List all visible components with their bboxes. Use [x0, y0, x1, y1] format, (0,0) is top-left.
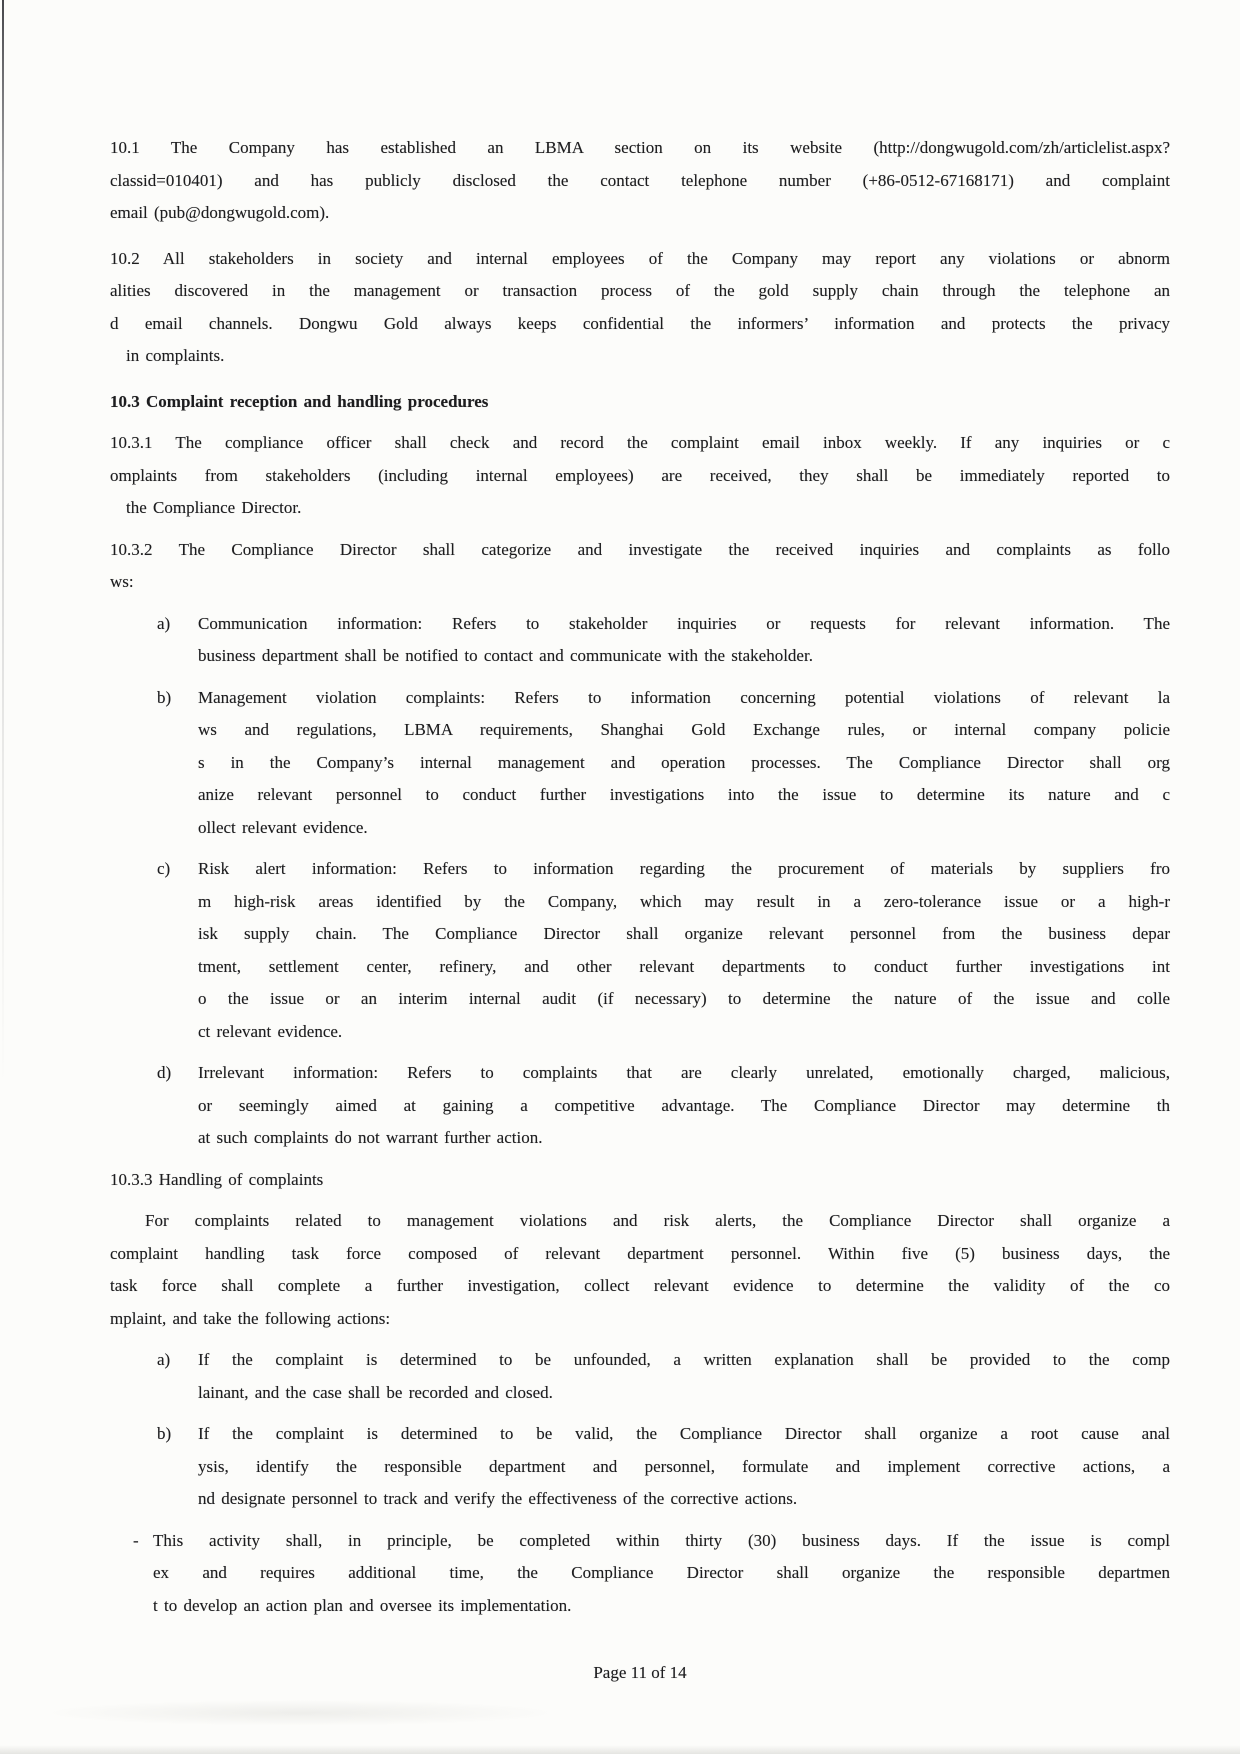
list-item-a1-line-2: business department shall be notified to contact and communicate with the stakeholder. — [198, 646, 813, 665]
para-10-3-1 — [110, 427, 1170, 525]
para-10-2-line-1: 10.2 All stakeholders in society and internal employees of the Company may report any violations or abnorm — [110, 248, 1170, 268]
para-10-2-line-2: alities discovered in the management or transaction process of the gold supply chain through the telephone an — [110, 281, 1170, 300]
list-item-a1 — [110, 608, 1170, 673]
list-item-a1-marker: a) — [157, 613, 171, 633]
list-item-a2-line-1: If the complaint is determined to be unfounded, a written explanation shall be provided to the comp — [198, 1350, 1170, 1369]
para-handling-intro-line-1: For complaints related to management violations and risk alerts, the Compliance Director shall organize a — [145, 1211, 1170, 1230]
dash-item-line-2: ex and requires additional time, the Compliance Director shall organize the responsible departmen — [153, 1563, 1170, 1582]
page-number: Page 11 of 14 — [593, 1663, 687, 1682]
para-10-3-3 — [110, 1164, 1170, 1197]
list-item-d1-line-1: Irrelevant information: Refers to complaints that are clearly unrelated, emotionally charged, malicious, — [198, 1063, 1170, 1082]
dash-item-marker: - — [133, 1530, 139, 1550]
list-item-b1 — [110, 682, 1170, 845]
list-item-c1-line-4: tment, settlement center, refinery, and other relevant departments to conduct further investigations int — [198, 956, 1170, 976]
list-item-b2-line-3: nd designate personnel to track and verify the effectiveness of the corrective actions. — [198, 1489, 798, 1508]
list-item-b2 — [110, 1418, 1170, 1516]
list-item-a2 — [110, 1344, 1170, 1409]
list-item-c1-line-2: m high-risk areas identified by the Company, which may result in a zero-tolerance issue or a high-r — [198, 891, 1170, 911]
scan-artifact-left-edge — [2, 0, 4, 1754]
heading-10-3 — [110, 386, 1170, 419]
para-10-1-line-2: classid=010401) and has publicly disclosed the contact telephone number (+86-0512-67168171) and complaint — [110, 170, 1170, 190]
list-item-b1-marker: b) — [157, 687, 172, 707]
dash-item-line-1: This activity shall, in principle, be completed within thirty (30) business days. If the issue is compl — [153, 1530, 1170, 1550]
list-item-d1 — [110, 1057, 1170, 1155]
para-10-1-line-3: email (pub@dongwugold.com). — [110, 203, 330, 222]
list-item-b1-line-4: anize relevant personnel to conduct further investigations into the issue to determine its nature and c — [198, 785, 1170, 804]
list-item-c1-line-5: o the issue or an interim internal audit (if necessary) to determine the nature of the issue and colle — [198, 989, 1170, 1008]
para-10-2 — [110, 243, 1170, 373]
list-item-c1-line-1: Risk alert information: Refers to information regarding the procurement of materials by suppliers fro — [198, 859, 1170, 878]
para-10-3-2 — [110, 534, 1170, 599]
para-10-3-1-line-2: omplaints from stakeholders (including internal employees) are received, they shall be immediately reported to — [110, 465, 1170, 485]
scan-artifact-smudge — [40, 1700, 560, 1726]
para-10-3-1-line-3: the Compliance Director. — [126, 498, 302, 517]
list-item-b1-line-1: Management violation complaints: Refers to information concerning potential violations of relevant la — [198, 687, 1170, 707]
para-10-2-line-4: in complaints. — [126, 346, 225, 365]
list-item-a2-line-2: lainant, and the case shall be recorded and closed. — [198, 1382, 553, 1402]
heading-10-3-line-1: 10.3 Complaint reception and handling procedures — [110, 391, 489, 411]
scan-artifact-bottom-edge — [0, 1745, 1240, 1754]
dash-item — [110, 1525, 1170, 1623]
list-item-b2-line-2: ysis, identify the responsible department and personnel, formulate and implement corrective actions, a — [198, 1456, 1170, 1476]
list-item-b1-line-3: s in the Company’s internal management and operation processes. The Compliance Director shall org — [198, 752, 1170, 772]
para-handling-intro — [110, 1205, 1170, 1335]
para-handling-intro-line-2: complaint handling task force composed of relevant department personnel. Within five (5) business days, the — [110, 1243, 1170, 1263]
list-item-d1-marker: d) — [157, 1063, 172, 1082]
list-item-b2-marker: b) — [157, 1424, 172, 1443]
para-handling-intro-line-4: mplaint, and take the following actions: — [110, 1308, 391, 1328]
para-handling-intro-line-3: task force shall complete a further investigation, collect relevant evidence to determine the validity of the co — [110, 1276, 1170, 1295]
para-10-3-2-line-1: 10.3.2 The Compliance Director shall categorize and investigate the received inquiries and complaints as follo — [110, 539, 1170, 559]
para-10-3-3-line-1: 10.3.3 Handling of complaints — [110, 1169, 324, 1189]
document-body — [110, 132, 1170, 1631]
list-item-c1-line-3: isk supply chain. The Compliance Director shall organize relevant personnel from the business depar — [198, 924, 1170, 943]
para-10-3-2-line-2: ws: — [110, 572, 134, 591]
list-item-b2-line-1: If the complaint is determined to be valid, the Compliance Director shall organize a root cause anal — [198, 1424, 1170, 1443]
list-item-c1-line-6: ct relevant evidence. — [198, 1021, 343, 1041]
list-item-c1-marker: c) — [157, 859, 171, 878]
list-item-a1-line-1: Communication information: Refers to stakeholder inquiries or requests for relevant information. The — [198, 613, 1170, 633]
dash-item-line-3: t to develop an action plan and oversee its implementation. — [153, 1595, 572, 1615]
list-item-d1-line-2: or seemingly aimed at gaining a competitive advantage. The Compliance Director may determine th — [198, 1095, 1170, 1115]
para-10-1-line-1: 10.1 The Company has established an LBMA section on its website (http://dongwugold.com/zh/articlelist.aspx? — [110, 138, 1170, 157]
para-10-2-line-3: d email channels. Dongwu Gold always keeps confidential the informers’ information and protects the privacy — [110, 313, 1170, 333]
list-item-d1-line-3: at such complaints do not warrant further action. — [198, 1128, 543, 1147]
list-item-b1-line-5: ollect relevant evidence. — [198, 817, 368, 837]
list-item-c1 — [110, 853, 1170, 1048]
para-10-1 — [110, 132, 1170, 230]
list-item-b1-line-2: ws and regulations, LBMA requirements, Shanghai Gold Exchange rules, or internal company policie — [198, 720, 1170, 739]
list-item-a2-marker: a) — [157, 1350, 171, 1369]
para-10-3-1-line-1: 10.3.1 The compliance officer shall check and record the complaint email inbox weekly. If any inquiries or c — [110, 433, 1170, 452]
